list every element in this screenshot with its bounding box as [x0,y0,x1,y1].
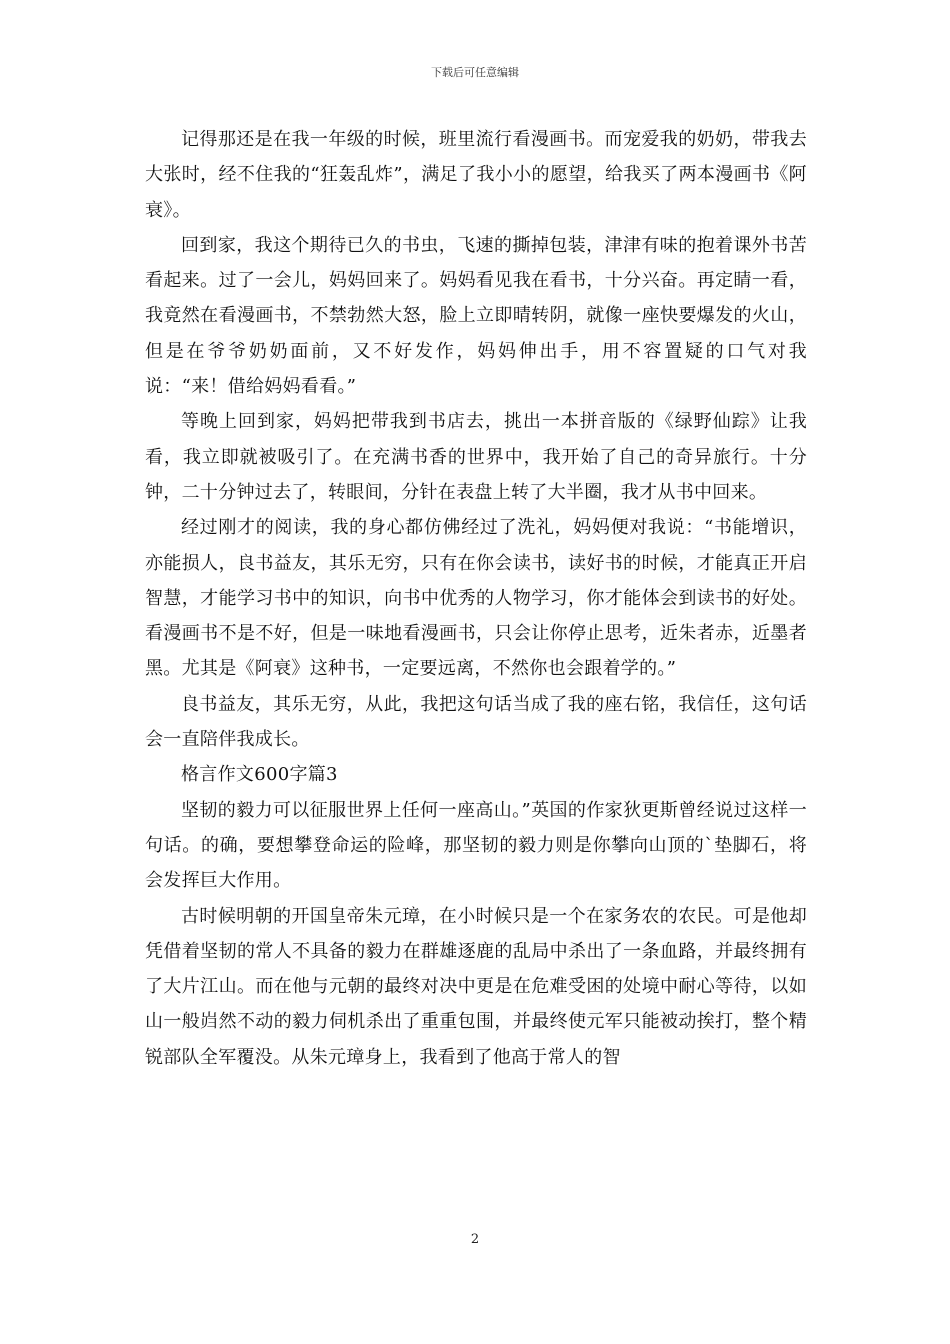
page-number: 2 [470,1232,480,1247]
document-body [145,122,807,1075]
paragraph-comic-books: 记得那还是在我一年级的时候，班里流行看漫画书。而宠爱我的奶奶，带我去大张时，经不住我的“狂轰乱炸”，满足了我小小的愿望，给我买了两本漫画书《阿衰》。 [145,129,807,221]
paragraph-mother-returns: 回到家，我这个期待已久的书虫，飞速的撕掉包装，津津有味的抱着课外书苦看起来。过了一会儿，妈妈回来了。妈妈看见我在看书，十分兴奋。再定睛一看，我竟然在看漫画书，不禁勃然大怒，脸上立即晴转阴，就像一座快要爆发的火山，但是在爷爷奶奶面前，又不好发作，妈妈伸出手，用不容置疑的口气对我说：“来！借给妈妈看看。” [145,234,807,398]
paragraph-mother-advice: 经过刚才的阅读，我的身心都仿佛经过了洗礼，妈妈便对我说：“书能增识，亦能损人，良书益友，其乐无穷，只有在你会读书，读好书的时候，才能真正开启智慧，才能学习书中的知识，向书中优秀的人物学习，你才能体会到读书的好处。看漫画书不是不好，但是一味地看漫画书，只会让你停止思考，近朱者赤，近墨者黑。尤其是《阿衰》这种书，一定要远离，不然你也会跟着学的。” [145,517,807,680]
paragraph-motto: 良书益友，其乐无穷，从此，我把这句话当成了我的座右铭，我信任，这句话会一直陪伴我成长。 [145,693,807,751]
page-header: 下载后可任意编辑 [431,66,519,79]
paragraph-bookstore: 等晚上回到家，妈妈把带我到书店去，挑出一本拼音版的《绿野仙踪》让我看，我立即就被吸引了。在充满书香的世界中，我开始了自己的奇异旅行。十分钟，二十分钟过去了，转眼间，分针在表盘上转了大半圈，我才从书中回来。 [145,411,807,503]
section-heading: 格言作文600字篇3 [181,764,338,786]
paragraph-zhu-yuanzhang: 古时候明朝的开国皇帝朱元璋，在小时候只是一个在家务农的农民。可是他却凭借着坚韧的常人不具备的毅力在群雄逐鹿的乱局中杀出了一条血路，并最终拥有了大片江山。而在他与元朝的最终对决中更是在危难受困的处境中耐心等待，以如山一般岿然不动的毅力伺机杀出了重重包围，并最终使元军只能被动挨打，整个精锐部队全军覆没。从朱元璋身上，我看到了他高于常人的智 [145,905,807,1068]
paragraph-perseverance: 坚韧的毅力可以征服世界上任何一座高山。”英国的作家狄更斯曾经说过这样一句话。的确，要想攀登命运的险峰，那坚韧的毅力则是你攀向山顶的`垫脚石，将会发挥巨大作用。 [145,799,807,892]
